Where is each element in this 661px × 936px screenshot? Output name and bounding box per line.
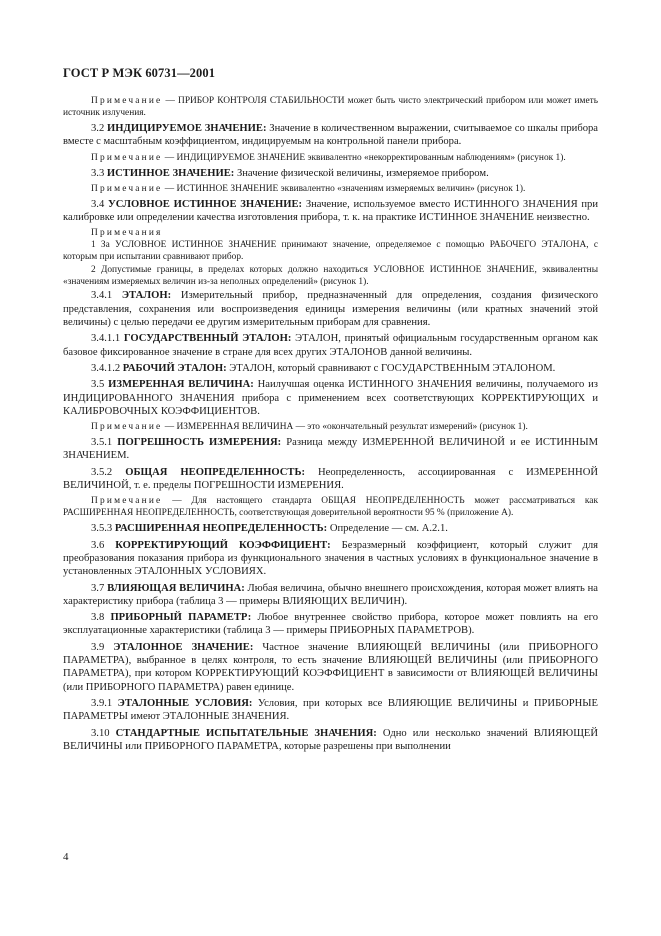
document-header: ГОСТ Р МЭК 60731—2001	[63, 66, 216, 80]
definition-3-9-1: 3.9.1 ЭТАЛОННЫЕ УСЛОВИЯ: Условия, при которых все ВЛИЯЮЩИЕ ВЕЛИЧИНЫ и ПРИБОРНЫЕ ПАРАМЕТРЫ имеют ЭТАЛОННЫЕ ЗНАЧЕНИЯ.	[63, 697, 598, 723]
definition-3-10: 3.10 СТАНДАРТНЫЕ ИСПЫТАТЕЛЬНЫЕ ЗНАЧЕНИЯ: Одно или несколько значений ВЛИЯЮЩЕЙ ВЕЛИЧИНЫ или ПРИБОРНОГО ПАРАМЕТРА, которые разрешены при выполнении	[63, 727, 599, 752]
definition-3-4: 3.4 УСЛОВНОЕ ИСТИННОЕ ЗНАЧЕНИЕ: Значение, используемое вместо ИСТИННОГО ЗНАЧЕНИЯ при калибровке или определении качества изготовления прибора, т. к. на практике ИСТИННОЕ ЗНАЧЕНИЕ неизвестно.	[63, 198, 598, 224]
document-body	[63, 95, 598, 756]
note-true-value: Примечание — ИСТИННОЕ ЗНАЧЕНИЕ эквивалентно «значениям измеряемых величин» (рисунок 1).	[91, 183, 526, 194]
definition-3-7: 3.7 ВЛИЯЮЩАЯ ВЕЛИЧИНА: Любая величина, обычно внешнего происхождения, которая может влиять на характеристику прибора (таблица 3 — примеры ВЛИЯЮЩИХ ВЕЛИЧИН).	[63, 582, 599, 607]
notes-heading: Примечания	[91, 228, 163, 239]
definition-3-5-2: 3.5.2 ОБЩАЯ НЕОПРЕДЕЛЕННОСТЬ: Неопределенность, ассоциированная с ИЗМЕРЕННОЙ ВЕЛИЧИНОЙ, т. е. пределы ПОГРЕШНОСТИ ИЗМЕРЕНИЯ.	[63, 466, 598, 492]
definition-3-4-1-1: 3.4.1.1 ГОСУДАРСТВЕННЫЙ ЭТАЛОН: ЭТАЛОН, принятый официальным государственным органом как базовое фиксированное значение в стране для всех других ЭТАЛОНОВ данной величины.	[63, 333, 598, 358]
definition-3-2: 3.2 ИНДИЦИРУЕМОЕ ЗНАЧЕНИЕ: Значение в количественном выражении, считываемое со шкалы прибора вместе с масштабным коэффициентом, индицируемым на контрольной панели прибора.	[63, 123, 599, 148]
note-indicated-value: Примечание — ИНДИЦИРУЕМОЕ ЗНАЧЕНИЕ эквивалентно «некорректированным наблюдениям» (рисунок 1).	[91, 152, 566, 163]
definition-3-5-1: 3.5.1 ПОГРЕШНОСТЬ ИЗМЕРЕНИЯ: Разница между ИЗМЕРЕННОЙ ВЕЛИЧИНОЙ и ее ИСТИННЫМ ЗНАЧЕНИЕМ.	[63, 437, 598, 462]
definition-3-5: 3.5 ИЗМЕРЕННАЯ ВЕЛИЧИНА: Наилучшая оценка ИСТИННОГО ЗНАЧЕНИЯ величины, получаемого из ИНДИЦИРОВАННОГО ЗНАЧЕНИЯ прибора с применением всех соответствующих КОРРЕКТИРУЮЩИХ и КАЛИБРОВОЧНЫХ КОЭФФИЦИЕНТОВ.	[63, 379, 598, 417]
definition-3-6: 3.6 КОРРЕКТИРУЮЩИЙ КОЭФФИЦИЕНТ: Безразмерный коэффициент, который служит для преобразования показания прибора из функционального значения в частных условиях в функциональное значение в установленных ЭТАЛОННЫХ УСЛОВИЯХ.	[63, 539, 599, 578]
definition-3-4-1: 3.4.1 ЭТАЛОН: Измерительный прибор, предназначенный для определения, создания физического представления, сохранения или воспроизведения единицы измерения величины (или кратных значений этой величины) с целью передачи ее другим измерительным приборам для сравнения.	[63, 290, 598, 329]
definition-3-4-1-2: 3.4.1.2 РАБОЧИЙ ЭТАЛОН: ЭТАЛОН, который сравнивают с ГОСУДАРСТВЕННЫМ ЭТАЛОНОМ.	[91, 362, 556, 374]
note-total-uncertainty: Примечание — Для настоящего стандарта ОБЩАЯ НЕОПРЕДЕЛЕННОСТЬ может рассматриваться как РАСШИРЕННАЯ НЕОПРЕДЕЛЕННОСТЬ, соответствующая доверительной вероятности 95 % (приложение А).	[63, 496, 598, 519]
definition-3-3: 3.3 ИСТИННОЕ ЗНАЧЕНИЕ: Значение физической величины, измеряемое прибором.	[91, 167, 489, 179]
note-measured-value: Примечание — ИЗМЕРЕННАЯ ВЕЛИЧИНА — это «окончательный результат измерений» (рисунок 1).	[91, 422, 528, 433]
note-stability-device: Примечание — ПРИБОР КОНТРОЛЯ СТАБИЛЬНОСТИ может быть чисто электрический прибором или может иметь источник излучения.	[63, 96, 598, 118]
note-item-1: 1 За УСЛОВНОЕ ИСТИННОЕ ЗНАЧЕНИЕ принимают значение, определяемое с помощью РАБОЧЕГО ЭТАЛОНА, с которым при испытании сравнивают прибор.	[63, 240, 598, 263]
definition-3-5-3: 3.5.3 РАСШИРЕННАЯ НЕОПРЕДЕЛЕННОСТЬ: Определение — см. А.2.1.	[91, 523, 448, 535]
definition-3-9: 3.9 ЭТАЛОННОЕ ЗНАЧЕНИЕ: Частное значение ВЛИЯЮЩЕЙ ВЕЛИЧИНЫ (или ПРИБОРНОГО ПАРАМЕТРА), выбранное в целях контроля, то есть значение ВЛИЯЮЩЕЙ ВЕЛИЧИНЫ (или ПРИБОРНОГО ПАРАМЕТРА), при котором КОРРЕКТИРУЮЩИЙ КОЭФФИЦИЕНТ в зависимости от ВЛИЯЮЩЕЙ ВЕЛИЧИНЫ (или ПРИБОРНОГО ПАРАМЕТРА) равен единице.	[63, 641, 599, 693]
definition-3-8: 3.8 ПРИБОРНЫЙ ПАРАМЕТР: Любое внутреннее свойство прибора, которое может повлиять на его эксплуатационные характеристики (таблица 3 — примеры ПРИБОРНЫХ ПАРАМЕТРОВ).	[63, 612, 599, 637]
page-number: 4	[63, 851, 69, 863]
note-item-2: 2 Допустимые границы, в пределах которых должно находиться УСЛОВНОЕ ИСТИННОЕ ЗНАЧЕНИЕ, эквивалентны «значениям измеряемых величин из-за неполных определений» (рисунок 1).	[63, 265, 598, 288]
